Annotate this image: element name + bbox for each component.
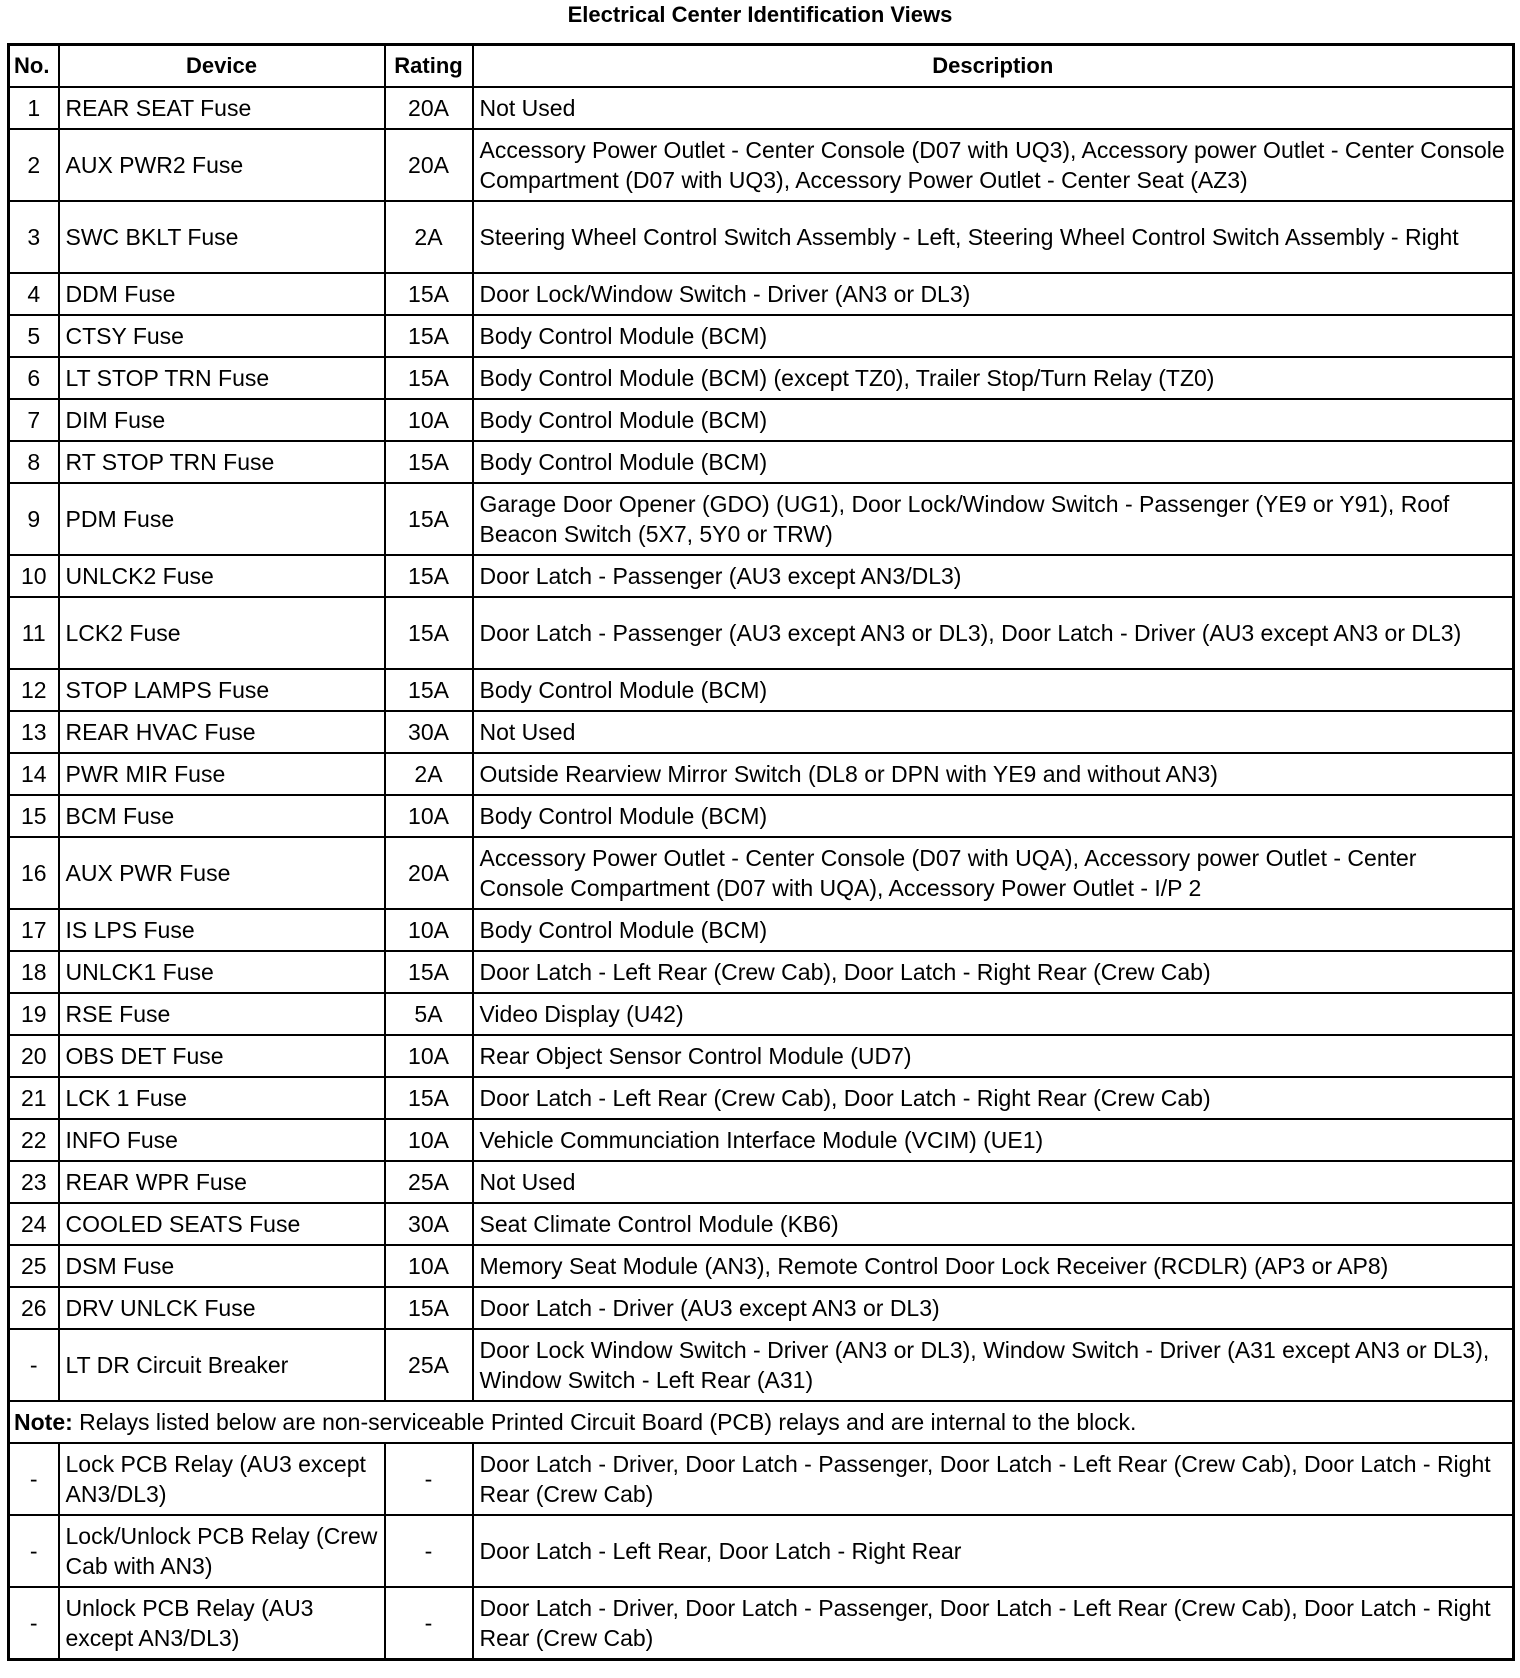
cell-no: 25 bbox=[9, 1245, 59, 1287]
cell-description: Steering Wheel Control Switch Assembly - Left, Steering Wheel Control Switch Assembly - Right bbox=[473, 201, 1514, 273]
cell-no: 13 bbox=[9, 711, 59, 753]
cell-rating: 15A bbox=[385, 555, 473, 597]
fuse-row bbox=[9, 201, 1514, 273]
note-row bbox=[9, 1401, 1514, 1443]
cell-device: PDM Fuse bbox=[59, 483, 385, 555]
cell-device: AUX PWR2 Fuse bbox=[59, 129, 385, 201]
fuse-row bbox=[9, 1287, 1514, 1329]
cell-no: 12 bbox=[9, 669, 59, 711]
cell-no: 21 bbox=[9, 1077, 59, 1119]
note-text: Relays listed below are non-serviceable Printed Circuit Board (PCB) relays and are internal to the block. bbox=[79, 1409, 1137, 1435]
cell-no: 8 bbox=[9, 441, 59, 483]
cell-description: Accessory Power Outlet - Center Console (D07 with UQA), Accessory power Outlet - Center Console Compartment (D07 with UQA), Accessory Power Outlet - I/P 2 bbox=[473, 837, 1514, 909]
cell-no: 6 bbox=[9, 357, 59, 399]
note-label: Note: bbox=[14, 1409, 73, 1435]
fuse-row bbox=[9, 795, 1514, 837]
cell-rating: 20A bbox=[385, 129, 473, 201]
cell-device: LT STOP TRN Fuse bbox=[59, 357, 385, 399]
fuse-row bbox=[9, 837, 1514, 909]
fuse-row bbox=[9, 441, 1514, 483]
cell-description: Not Used bbox=[473, 711, 1514, 753]
fuse-row bbox=[9, 669, 1514, 711]
cell-description: Rear Object Sensor Control Module (UD7) bbox=[473, 1035, 1514, 1077]
cell-device: Lock PCB Relay (AU3 except AN3/DL3) bbox=[59, 1443, 385, 1515]
cell-rating: 10A bbox=[385, 1035, 473, 1077]
cell-rating: 20A bbox=[385, 87, 473, 129]
relay-row bbox=[9, 1587, 1514, 1660]
cell-description: Body Control Module (BCM) bbox=[473, 669, 1514, 711]
cell-rating: 15A bbox=[385, 357, 473, 399]
cell-description: Body Control Module (BCM) bbox=[473, 909, 1514, 951]
cell-rating: 2A bbox=[385, 201, 473, 273]
cell-no: 18 bbox=[9, 951, 59, 993]
cell-device: BCM Fuse bbox=[59, 795, 385, 837]
cell-no: 20 bbox=[9, 1035, 59, 1077]
cell-rating: 10A bbox=[385, 909, 473, 951]
fuse-row bbox=[9, 357, 1514, 399]
cell-description: Outside Rearview Mirror Switch (DL8 or DPN with YE9 and without AN3) bbox=[473, 753, 1514, 795]
fuse-row bbox=[9, 993, 1514, 1035]
fuse-row bbox=[9, 951, 1514, 993]
cell-description: Door Latch - Driver (AU3 except AN3 or DL3) bbox=[473, 1287, 1514, 1329]
cell-device: REAR WPR Fuse bbox=[59, 1161, 385, 1203]
cell-rating: 25A bbox=[385, 1161, 473, 1203]
cell-no: 16 bbox=[9, 837, 59, 909]
cell-rating: 25A bbox=[385, 1329, 473, 1401]
column-header-description: Description bbox=[473, 45, 1514, 88]
cell-description: Video Display (U42) bbox=[473, 993, 1514, 1035]
fuse-row bbox=[9, 597, 1514, 669]
fuse-row bbox=[9, 273, 1514, 315]
relay-table-body bbox=[9, 1443, 1514, 1660]
cell-no: 23 bbox=[9, 1161, 59, 1203]
cell-device: IS LPS Fuse bbox=[59, 909, 385, 951]
cell-rating: 30A bbox=[385, 1203, 473, 1245]
cell-device: LCK2 Fuse bbox=[59, 597, 385, 669]
cell-no: 19 bbox=[9, 993, 59, 1035]
header-row bbox=[9, 45, 1514, 88]
cell-device: DSM Fuse bbox=[59, 1245, 385, 1287]
cell-device: RSE Fuse bbox=[59, 993, 385, 1035]
cell-rating: - bbox=[385, 1587, 473, 1660]
cell-device: CTSY Fuse bbox=[59, 315, 385, 357]
fuse-row bbox=[9, 483, 1514, 555]
fuse-row bbox=[9, 1161, 1514, 1203]
cell-device: Lock/Unlock PCB Relay (Crew Cab with AN3) bbox=[59, 1515, 385, 1587]
cell-description: Body Control Module (BCM) bbox=[473, 441, 1514, 483]
cell-no: 24 bbox=[9, 1203, 59, 1245]
cell-description: Door Latch - Passenger (AU3 except AN3/DL3) bbox=[473, 555, 1514, 597]
cell-device: STOP LAMPS Fuse bbox=[59, 669, 385, 711]
cell-device: INFO Fuse bbox=[59, 1119, 385, 1161]
cell-no: 11 bbox=[9, 597, 59, 669]
cell-device: UNLCK1 Fuse bbox=[59, 951, 385, 993]
cell-rating: 2A bbox=[385, 753, 473, 795]
column-header-no: No. bbox=[9, 45, 59, 88]
cell-description: Garage Door Opener (GDO) (UG1), Door Lock/Window Switch - Passenger (YE9 or Y91), Roof Beacon Switch (5X7, 5Y0 or TRW) bbox=[473, 483, 1514, 555]
cell-rating: 30A bbox=[385, 711, 473, 753]
cell-description: Not Used bbox=[473, 87, 1514, 129]
cell-rating: 20A bbox=[385, 837, 473, 909]
cell-description: Seat Climate Control Module (KB6) bbox=[473, 1203, 1514, 1245]
cell-rating: 15A bbox=[385, 669, 473, 711]
fuse-row bbox=[9, 753, 1514, 795]
cell-device: AUX PWR Fuse bbox=[59, 837, 385, 909]
fuse-row bbox=[9, 1329, 1514, 1401]
cell-device: LT DR Circuit Breaker bbox=[59, 1329, 385, 1401]
cell-description: Door Latch - Passenger (AU3 except AN3 or DL3), Door Latch - Driver (AU3 except AN3 or DL3) bbox=[473, 597, 1514, 669]
cell-no: 4 bbox=[9, 273, 59, 315]
cell-no: - bbox=[9, 1329, 59, 1401]
cell-no: 10 bbox=[9, 555, 59, 597]
cell-description: Memory Seat Module (AN3), Remote Control Door Lock Receiver (RCDLR) (AP3 or AP8) bbox=[473, 1245, 1514, 1287]
cell-no: 5 bbox=[9, 315, 59, 357]
cell-no: - bbox=[9, 1587, 59, 1660]
column-header-device: Device bbox=[59, 45, 385, 88]
cell-rating: 15A bbox=[385, 1287, 473, 1329]
cell-device: DIM Fuse bbox=[59, 399, 385, 441]
fuse-row bbox=[9, 909, 1514, 951]
cell-device: UNLCK2 Fuse bbox=[59, 555, 385, 597]
cell-rating: 15A bbox=[385, 1077, 473, 1119]
cell-description: Accessory Power Outlet - Center Console (D07 with UQ3), Accessory power Outlet - Center Console Compartment (D07 with UQ3), Accessory Power Outlet - Center Seat (AZ3) bbox=[473, 129, 1514, 201]
fuse-table-body bbox=[9, 87, 1514, 1401]
cell-rating: 15A bbox=[385, 273, 473, 315]
cell-device: SWC BKLT Fuse bbox=[59, 201, 385, 273]
fuse-row bbox=[9, 399, 1514, 441]
cell-device: REAR HVAC Fuse bbox=[59, 711, 385, 753]
cell-device: OBS DET Fuse bbox=[59, 1035, 385, 1077]
cell-device: LCK 1 Fuse bbox=[59, 1077, 385, 1119]
cell-device: DDM Fuse bbox=[59, 273, 385, 315]
cell-description: Door Lock Window Switch - Driver (AN3 or DL3), Window Switch - Driver (A31 except AN3 or DL3), Window Switch - Left Rear (A31) bbox=[473, 1329, 1514, 1401]
relay-row bbox=[9, 1443, 1514, 1515]
cell-no: 14 bbox=[9, 753, 59, 795]
fuse-row bbox=[9, 1119, 1514, 1161]
cell-no: - bbox=[9, 1443, 59, 1515]
cell-rating: 15A bbox=[385, 441, 473, 483]
fuse-row bbox=[9, 129, 1514, 201]
fuse-row bbox=[9, 711, 1514, 753]
cell-description: Door Latch - Driver, Door Latch - Passenger, Door Latch - Left Rear (Crew Cab), Door Latch - Right Rear (Crew Cab) bbox=[473, 1443, 1514, 1515]
cell-device: COOLED SEATS Fuse bbox=[59, 1203, 385, 1245]
cell-description: Door Latch - Left Rear (Crew Cab), Door Latch - Right Rear (Crew Cab) bbox=[473, 1077, 1514, 1119]
cell-rating: 15A bbox=[385, 951, 473, 993]
cell-no: 15 bbox=[9, 795, 59, 837]
fuse-row bbox=[9, 555, 1514, 597]
cell-no: 1 bbox=[9, 87, 59, 129]
cell-description: Door Lock/Window Switch - Driver (AN3 or DL3) bbox=[473, 273, 1514, 315]
fuse-row bbox=[9, 87, 1514, 129]
cell-rating: 15A bbox=[385, 597, 473, 669]
cell-no: 26 bbox=[9, 1287, 59, 1329]
cell-no: 17 bbox=[9, 909, 59, 951]
column-header-rating: Rating bbox=[385, 45, 473, 88]
cell-no: 22 bbox=[9, 1119, 59, 1161]
cell-rating: 5A bbox=[385, 993, 473, 1035]
note-section bbox=[9, 1401, 1514, 1443]
fuse-row bbox=[9, 1245, 1514, 1287]
cell-rating: 10A bbox=[385, 1245, 473, 1287]
cell-rating: 10A bbox=[385, 795, 473, 837]
cell-device: Unlock PCB Relay (AU3 except AN3/DL3) bbox=[59, 1587, 385, 1660]
cell-no: - bbox=[9, 1515, 59, 1587]
fuse-row bbox=[9, 1077, 1514, 1119]
cell-description: Door Latch - Left Rear, Door Latch - Right Rear bbox=[473, 1515, 1514, 1587]
cell-description: Door Latch - Driver, Door Latch - Passenger, Door Latch - Left Rear (Crew Cab), Door Latch - Right Rear (Crew Cab) bbox=[473, 1587, 1514, 1660]
fuse-row bbox=[9, 1035, 1514, 1077]
cell-description: Body Control Module (BCM) bbox=[473, 399, 1514, 441]
cell-description: Door Latch - Left Rear (Crew Cab), Door Latch - Right Rear (Crew Cab) bbox=[473, 951, 1514, 993]
cell-no: 9 bbox=[9, 483, 59, 555]
fuse-row bbox=[9, 315, 1514, 357]
page-title: Electrical Center Identification Views bbox=[567, 2, 953, 27]
cell-device: PWR MIR Fuse bbox=[59, 753, 385, 795]
cell-no: 3 bbox=[9, 201, 59, 273]
cell-rating: 10A bbox=[385, 399, 473, 441]
cell-no: 2 bbox=[9, 129, 59, 201]
cell-device: DRV UNLCK Fuse bbox=[59, 1287, 385, 1329]
cell-device: REAR SEAT Fuse bbox=[59, 87, 385, 129]
cell-rating: 15A bbox=[385, 483, 473, 555]
cell-description: Body Control Module (BCM) bbox=[473, 795, 1514, 837]
cell-description: Not Used bbox=[473, 1161, 1514, 1203]
cell-description: Body Control Module (BCM) (except TZ0), Trailer Stop/Turn Relay (TZ0) bbox=[473, 357, 1514, 399]
cell-rating: - bbox=[385, 1515, 473, 1587]
fuse-row bbox=[9, 1203, 1514, 1245]
cell-rating: 15A bbox=[385, 315, 473, 357]
cell-description: Body Control Module (BCM) bbox=[473, 315, 1514, 357]
relay-row bbox=[9, 1515, 1514, 1587]
cell-rating: 10A bbox=[385, 1119, 473, 1161]
cell-description: Vehicle Communciation Interface Module (VCIM) (UE1) bbox=[473, 1119, 1514, 1161]
fuse-table bbox=[7, 43, 1515, 1661]
cell-device: RT STOP TRN Fuse bbox=[59, 441, 385, 483]
note-cell bbox=[9, 1401, 1514, 1443]
cell-no: 7 bbox=[9, 399, 59, 441]
cell-rating: - bbox=[385, 1443, 473, 1515]
